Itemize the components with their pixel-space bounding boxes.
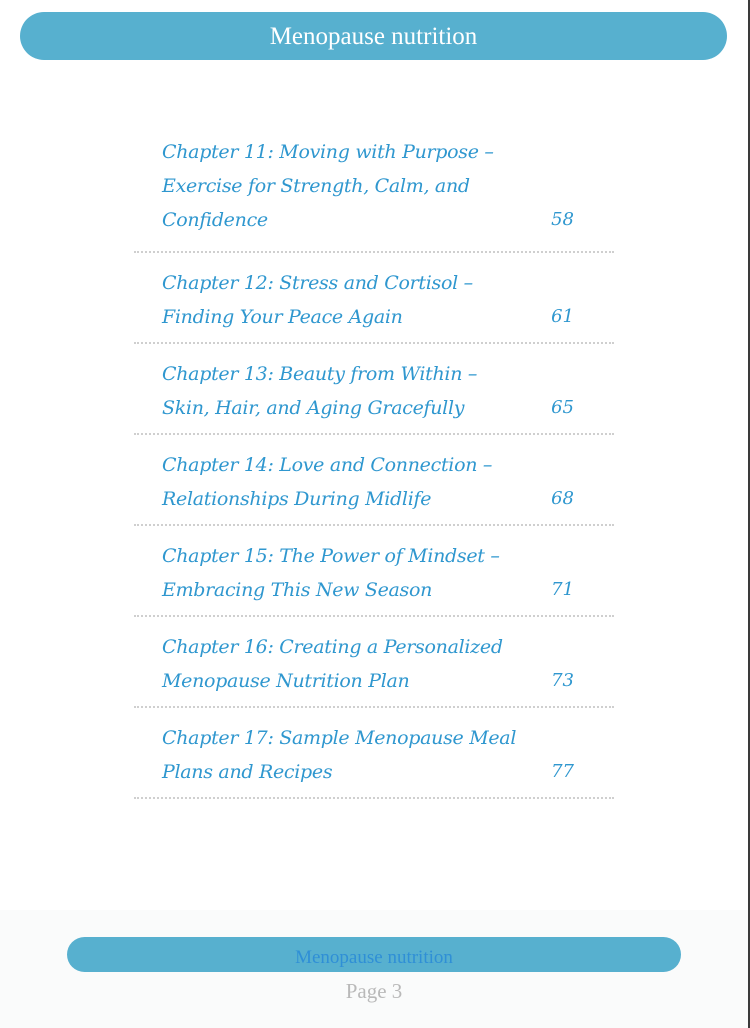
toc-entry-title: Chapter 12: Stress and Cortisol – Finding Your Peace Again — [162, 272, 473, 328]
toc-entry-title: Chapter 17: Sample Menopause Meal Plans and Recipes — [162, 727, 517, 783]
toc-entry-page-number: 68 — [551, 488, 574, 509]
toc-entry-title: Chapter 13: Beauty from Within – Skin, Hair, and Aging Gracefully — [162, 363, 478, 419]
toc-entry-chapter-14[interactable] — [134, 435, 614, 526]
footer-title: Menopause nutrition — [295, 947, 453, 968]
toc-entry-title: Chapter 14: Love and Connection – Relationships During Midlife — [162, 454, 493, 510]
page-number: Page 3 — [345, 979, 403, 1003]
toc-entry-page-number: 58 — [551, 209, 574, 230]
toc-entry-page-number: 73 — [551, 670, 574, 691]
footer-bar — [67, 937, 681, 972]
toc-entry-chapter-11[interactable] — [134, 128, 614, 253]
table-of-contents — [134, 128, 614, 799]
toc-entry-title: Chapter 16: Creating a Personalized Menopause Nutrition Plan — [162, 636, 503, 692]
toc-entry-chapter-15[interactable] — [134, 526, 614, 617]
header-bar — [20, 12, 727, 60]
toc-entry-chapter-17[interactable] — [134, 708, 614, 799]
toc-entry-page-number: 71 — [551, 579, 574, 600]
toc-entry-page-number: 65 — [551, 397, 574, 418]
toc-entry-title: Chapter 11: Moving with Purpose – Exercise for Strength, Calm, and Confidence — [162, 141, 494, 231]
header-title: Menopause nutrition — [269, 22, 478, 50]
toc-entry-page-number: 77 — [551, 761, 574, 782]
toc-entry-chapter-12[interactable] — [134, 253, 614, 344]
toc-entry-page-number: 61 — [551, 306, 574, 327]
toc-entry-chapter-16[interactable] — [134, 617, 614, 708]
toc-entry-title: Chapter 15: The Power of Mindset – Embracing This New Season — [162, 545, 500, 601]
toc-entry-chapter-13[interactable] — [134, 344, 614, 435]
